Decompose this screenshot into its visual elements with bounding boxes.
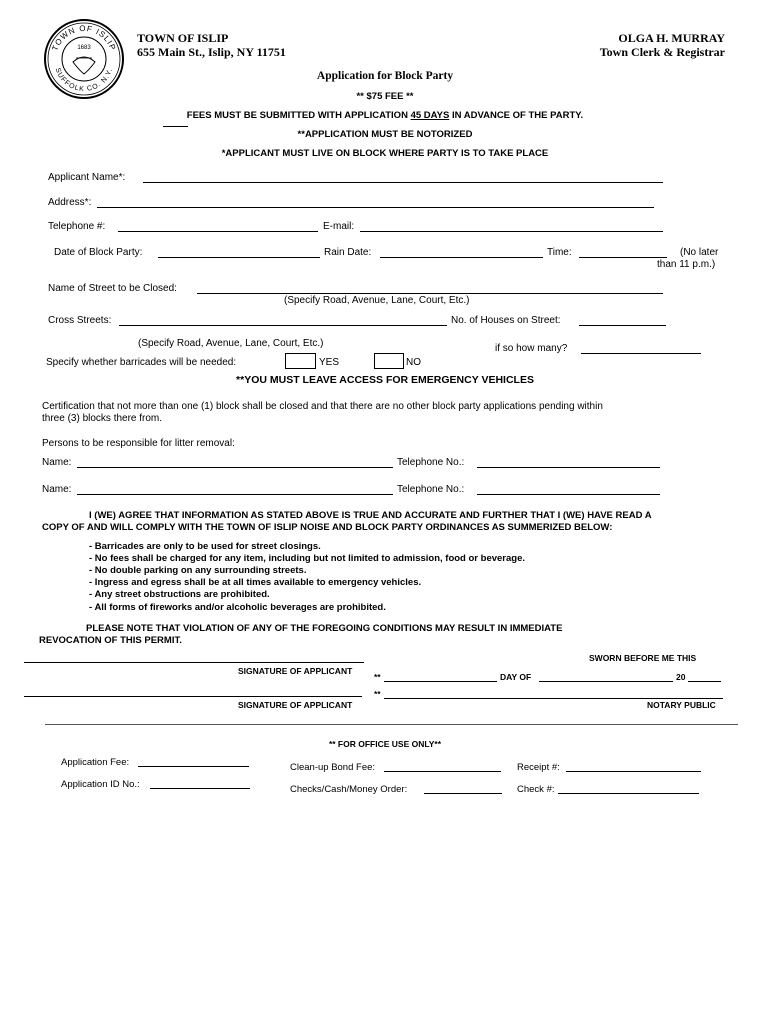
clerk-title: Town Clerk & Registrar [599, 45, 725, 59]
litter-label: Persons to be responsible for litter removal: [42, 438, 235, 449]
litter-phone-field-2[interactable] [477, 494, 660, 495]
seal-top-text: TOWN OF ISLIP [50, 23, 118, 53]
barricades-no-label: NO [406, 357, 421, 368]
party-date-label: Date of Block Party: [54, 247, 143, 258]
street-closed-field[interactable] [197, 293, 663, 294]
signature-line-1[interactable] [24, 662, 364, 663]
applicant-name-field[interactable] [143, 182, 663, 183]
year-label: 20 [676, 672, 686, 682]
seal-year: 1683 [77, 45, 91, 51]
litter-phone-label-1: Telephone No.: [397, 457, 465, 468]
emergency-notice: **YOU MUST LEAVE ACCESS FOR EMERGENCY VEHICLES [236, 374, 534, 386]
seal-bottom-text: SUFFOLK CO. N.Y. [53, 67, 115, 94]
notary-signature-field[interactable] [384, 698, 723, 699]
bond-fee-label: Clean-up Bond Fee: [290, 762, 376, 773]
address-label: Address*: [48, 197, 92, 208]
litter-name-label-2: Name: [42, 484, 72, 495]
notary-label: NOTARY PUBLIC [647, 700, 716, 710]
telephone-label: Telephone #: [48, 221, 106, 232]
bond-fee-field[interactable] [384, 771, 501, 772]
no-later-note-2: than 11 p.m.) [657, 259, 716, 270]
day-of-label: DAY OF [500, 672, 532, 682]
houses-label: No. of Houses on Street: [451, 315, 561, 326]
litter-name-field-1[interactable] [77, 467, 393, 468]
rule-item: - All forms of fireworks and/or alcoholic beverages are prohibited. [89, 602, 386, 613]
rule-item: - No fees shall be charged for any item, including but not limited to admission, food or beverage. [89, 553, 526, 564]
cross-streets-label: Cross Streets: [48, 315, 112, 326]
barricades-yes-label: YES [319, 357, 340, 368]
certification-text: Certification that not more than one (1) block shall be closed and that there are no other block party applications pending within [42, 401, 603, 412]
signature-line-2[interactable] [24, 696, 362, 697]
agreement-text: I (WE) AGREE THAT INFORMATION AS STATED ABOVE IS TRUE AND ACCURATE AND FURTHER THAT I (WE) HAVE READ A [89, 510, 652, 521]
rule-item: - Any street obstructions are prohibited. [89, 589, 270, 600]
rain-date-label: Rain Date: [324, 247, 372, 258]
cross-streets-hint: (Specify Road, Avenue, Lane, Court, Etc.) [138, 338, 324, 349]
street-closed-label: Name of Street to be Closed: [48, 283, 177, 294]
town-name: TOWN OF ISLIP [137, 31, 229, 45]
litter-phone-field-1[interactable] [477, 467, 660, 468]
party-date-field[interactable] [158, 257, 320, 258]
sworn-stars: ** [374, 672, 381, 682]
fees-notice-post: IN ADVANCE OF THE PARTY. [449, 110, 584, 121]
address-field[interactable] [97, 207, 654, 208]
litter-phone-label-2: Telephone No.: [397, 484, 465, 495]
notary-stars: ** [374, 689, 381, 699]
how-many-field[interactable] [581, 353, 701, 354]
residency-notice: *APPLICANT MUST LIVE ON BLOCK WHERE PARTY IS TO TAKE PLACE [221, 148, 549, 159]
application-fee-label: Application Fee: [61, 757, 130, 768]
signature-label-2: SIGNATURE OF APPLICANT [238, 700, 353, 710]
sworn-year-field[interactable] [688, 681, 721, 682]
payment-method-field[interactable] [424, 793, 502, 794]
time-label: Time: [547, 247, 572, 258]
office-use-heading: ** FOR OFFICE USE ONLY** [328, 739, 442, 749]
violation-notice: PLEASE NOTE THAT VIOLATION OF ANY OF THE FOREGOING CONDITIONS MAY RESULT IN IMMEDIATE [86, 623, 563, 634]
town-seal-logo [43, 18, 125, 100]
fees-notice [0, 110, 770, 121]
time-field[interactable] [579, 257, 667, 258]
fees-notice-days: 45 DAYS [410, 110, 450, 121]
receipt-label: Receipt #: [517, 762, 560, 773]
certification-text-2: three (3) blocks there from. [42, 413, 163, 424]
payment-method-label: Checks/Cash/Money Order: [290, 784, 408, 795]
application-id-label: Application ID No.: [61, 779, 140, 790]
signature-label-1: SIGNATURE OF APPLICANT [238, 666, 353, 676]
street-closed-hint: (Specify Road, Avenue, Lane, Court, Etc.) [284, 295, 470, 306]
fees-notice-pre: FEES MUST BE SUBMITTED WITH APPLICATION [186, 110, 411, 121]
application-id-field[interactable] [150, 788, 250, 789]
sworn-day-field[interactable] [384, 681, 497, 682]
receipt-field[interactable] [566, 771, 701, 772]
cross-streets-field[interactable] [119, 325, 447, 326]
email-label: E-mail: [323, 221, 355, 232]
fee-notice: ** $75 FEE ** [356, 91, 414, 102]
litter-name-label-1: Name: [42, 457, 72, 468]
check-number-field[interactable] [558, 793, 699, 794]
rule-item: - Barricades are only to be used for street closings. [89, 541, 321, 552]
barricades-label: Specify whether barricades will be needed: [46, 357, 237, 368]
barricades-no-checkbox[interactable] [374, 353, 404, 369]
no-later-note: (No later [680, 247, 719, 258]
rule-item: - No double parking on any surrounding streets. [89, 565, 307, 576]
houses-field[interactable] [579, 325, 666, 326]
town-address: 655 Main St., Islip, NY 11751 [137, 45, 286, 59]
clerk-name: OLGA H. MURRAY [618, 31, 725, 45]
sworn-label: SWORN BEFORE ME THIS [589, 653, 697, 663]
agreement-text-2: COPY OF AND WILL COMPLY WITH THE TOWN OF ISLIP NOISE AND BLOCK PARTY ORDINANCES AS SUMMERIZED BELOW: [42, 522, 613, 533]
telephone-field[interactable] [118, 231, 318, 232]
application-fee-field[interactable] [138, 766, 249, 767]
barricades-yes-checkbox[interactable] [285, 353, 316, 369]
section-divider [45, 724, 738, 725]
notarized-notice: **APPLICATION MUST BE NOTORIZED [297, 129, 473, 140]
how-many-label: if so how many? [495, 343, 568, 354]
rule-item: - Ingress and egress shall be at all times available to emergency vehicles. [89, 577, 422, 588]
violation-notice-2: REVOCATION OF THIS PERMIT. [39, 635, 182, 646]
page-title: Application for Block Party [316, 70, 454, 82]
sworn-month-field[interactable] [539, 681, 673, 682]
email-field[interactable] [360, 231, 663, 232]
rain-date-field[interactable] [380, 257, 543, 258]
applicant-name-label: Applicant Name*: [48, 172, 126, 183]
check-number-label: Check #: [517, 784, 555, 795]
litter-name-field-2[interactable] [77, 494, 393, 495]
